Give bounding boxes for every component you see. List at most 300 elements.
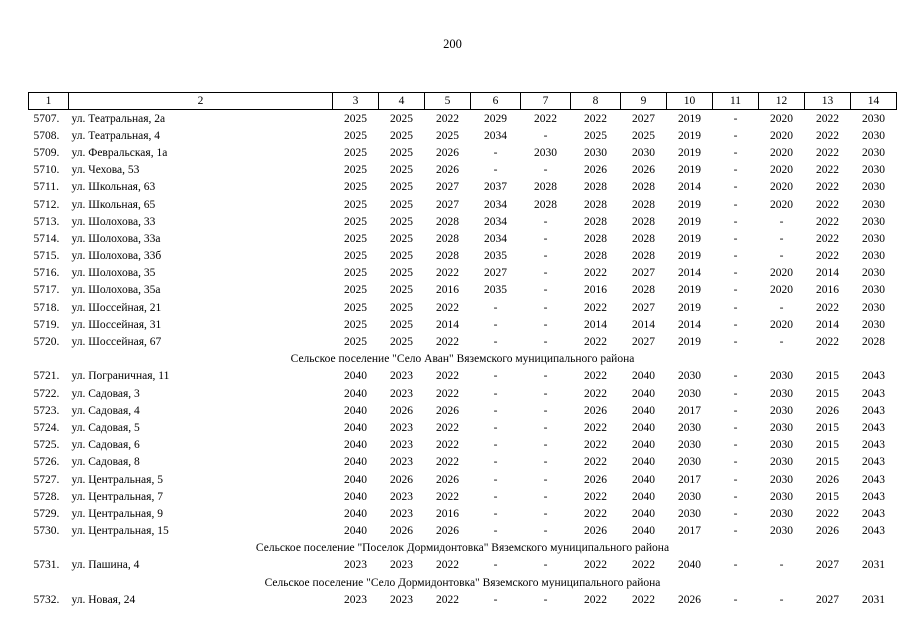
row-value: 2022 (584, 593, 607, 606)
row-value: - (733, 112, 738, 125)
row-address: ул. Шолохова, 33 (71, 215, 156, 228)
row-value: - (493, 301, 498, 314)
row-value: 2022 (584, 387, 607, 400)
row-value: 2022 (816, 181, 839, 194)
row-value: 2030 (770, 507, 793, 520)
row-value: - (543, 301, 548, 314)
row-value: 2028 (436, 232, 459, 245)
row-value: 2022 (436, 439, 459, 452)
row-value: - (543, 215, 548, 228)
row-value: 2019 (678, 129, 701, 142)
row-value: 2028 (584, 198, 607, 211)
row-number: 5725. (33, 439, 60, 452)
row-value: 2028 (632, 181, 655, 194)
row-value: 2023 (390, 490, 413, 503)
row-value: 2022 (632, 593, 655, 606)
row-value: - (543, 250, 548, 263)
row-value: 2022 (436, 387, 459, 400)
table-row (29, 144, 897, 161)
row-value: 2025 (390, 336, 413, 349)
row-value: 2014 (678, 181, 701, 194)
row-value: 2022 (436, 301, 459, 314)
row-value: 2022 (584, 421, 607, 434)
row-value: 2030 (862, 215, 885, 228)
row-value: 2030 (770, 421, 793, 434)
row-value: 2030 (770, 525, 793, 538)
row-value: - (493, 164, 498, 177)
row-value: - (543, 456, 548, 469)
row-value: 2023 (390, 593, 413, 606)
column-header: 6 (471, 93, 521, 110)
row-value: 2025 (584, 129, 607, 142)
row-address: ул. Пашина, 4 (71, 559, 140, 572)
row-value: 2031 (862, 593, 885, 606)
row-value: 2040 (344, 439, 367, 452)
row-value: 2022 (816, 112, 839, 125)
table-row (29, 471, 897, 488)
row-value: - (493, 421, 498, 434)
row-value: - (493, 473, 498, 486)
row-value: 2023 (390, 421, 413, 434)
row-value: 2025 (390, 198, 413, 211)
row-value: 2027 (816, 559, 839, 572)
row-value: 2028 (436, 215, 459, 228)
row-number: 5731. (33, 559, 60, 572)
row-value: - (733, 181, 738, 194)
row-value: 2025 (390, 232, 413, 245)
row-value: - (493, 439, 498, 452)
row-value: 2015 (816, 370, 839, 383)
row-value: 2014 (678, 267, 701, 280)
row-value: 2028 (584, 181, 607, 194)
row-value: - (543, 284, 548, 297)
row-value: 2030 (632, 146, 655, 159)
row-address: ул. Пограничная, 11 (71, 370, 170, 383)
row-value: 2040 (632, 439, 655, 452)
row-value: 2025 (344, 284, 367, 297)
row-value: 2025 (344, 146, 367, 159)
row-value: 2014 (436, 318, 459, 331)
row-value: 2040 (344, 404, 367, 417)
row-value: - (543, 129, 548, 142)
row-value: 2023 (390, 387, 413, 400)
row-value: - (733, 593, 738, 606)
row-value: 2025 (390, 146, 413, 159)
row-number: 5716. (33, 267, 60, 280)
table-row (29, 333, 897, 350)
row-value: 2040 (344, 507, 367, 520)
row-value: 2043 (862, 421, 885, 434)
row-address: ул. Центральная, 15 (71, 525, 169, 538)
row-value: - (543, 490, 548, 503)
row-value: 2026 (584, 473, 607, 486)
row-value: 2025 (344, 112, 367, 125)
row-value: 2027 (484, 267, 507, 280)
row-value: 2030 (862, 164, 885, 177)
row-value: - (733, 336, 738, 349)
row-value: 2022 (534, 112, 557, 125)
row-value: - (733, 198, 738, 211)
row-value: - (733, 250, 738, 263)
row-value: 2020 (770, 112, 793, 125)
row-number: 5719. (33, 318, 60, 331)
row-value: 2030 (862, 198, 885, 211)
row-value: 2019 (678, 336, 701, 349)
row-value: 2025 (632, 129, 655, 142)
row-value: 2028 (436, 250, 459, 263)
column-header: 10 (667, 93, 713, 110)
row-number: 5715. (33, 250, 60, 263)
table-row (29, 368, 897, 385)
row-value: 2043 (862, 490, 885, 503)
row-value: 2022 (816, 301, 839, 314)
row-value: 2040 (632, 473, 655, 486)
row-value: - (733, 232, 738, 245)
row-value: 2025 (390, 215, 413, 228)
column-header: 8 (571, 93, 621, 110)
row-value: - (733, 559, 738, 572)
row-value: - (733, 456, 738, 469)
row-address: ул. Шолохова, 35а (71, 284, 161, 297)
row-value: 2028 (584, 215, 607, 228)
row-value: 2043 (862, 525, 885, 538)
row-value: 2030 (770, 387, 793, 400)
row-value: 2025 (344, 336, 367, 349)
row-value: 2043 (862, 387, 885, 400)
row-value: 2019 (678, 146, 701, 159)
row-value: 2026 (390, 404, 413, 417)
row-value: - (543, 473, 548, 486)
row-value: 2016 (816, 284, 839, 297)
row-value: 2022 (584, 490, 607, 503)
row-value: - (493, 507, 498, 520)
table-row (29, 385, 897, 402)
row-value: 2022 (816, 129, 839, 142)
row-value: - (733, 164, 738, 177)
row-number: 5712. (33, 198, 60, 211)
table-row (29, 488, 897, 505)
row-address: ул. Садовая, 8 (71, 456, 140, 469)
column-header: 7 (521, 93, 571, 110)
row-value: 2022 (816, 146, 839, 159)
row-value: 2019 (678, 284, 701, 297)
row-value: 2030 (770, 473, 793, 486)
column-header: 3 (333, 93, 379, 110)
row-value: - (733, 490, 738, 503)
row-number: 5717. (33, 284, 60, 297)
section-heading-row (29, 540, 897, 557)
row-value: - (543, 525, 548, 538)
table-header (29, 93, 897, 110)
row-value: 2023 (390, 439, 413, 452)
row-value: - (493, 404, 498, 417)
row-value: 2015 (816, 456, 839, 469)
column-header: 5 (425, 93, 471, 110)
row-value: 2030 (862, 181, 885, 194)
row-value: 2030 (584, 146, 607, 159)
row-value: - (733, 267, 738, 280)
row-value: - (493, 318, 498, 331)
row-value: 2040 (344, 456, 367, 469)
row-value: 2019 (678, 198, 701, 211)
row-value: 2026 (632, 164, 655, 177)
row-value: 2014 (632, 318, 655, 331)
row-value: 2030 (862, 146, 885, 159)
row-value: - (779, 336, 784, 349)
row-address: ул. Шоссейная, 21 (71, 301, 162, 314)
table-row (29, 162, 897, 179)
row-number: 5730. (33, 525, 60, 538)
section-heading: Сельское поселение "Село Дормидонтовка" Вяземского муниципального района (264, 576, 661, 589)
row-value: 2019 (678, 250, 701, 263)
row-address: ул. Школьная, 63 (71, 181, 156, 194)
row-value: 2035 (484, 250, 507, 263)
row-value: 2040 (632, 525, 655, 538)
table-row (29, 127, 897, 144)
row-value: 2030 (678, 456, 701, 469)
row-value: 2026 (436, 404, 459, 417)
row-value: 2040 (632, 387, 655, 400)
row-number: 5726. (33, 456, 60, 469)
row-value: 2025 (390, 267, 413, 280)
row-value: 2043 (862, 507, 885, 520)
row-number: 5732. (33, 593, 60, 606)
row-value: - (779, 250, 784, 263)
row-number: 5713. (33, 215, 60, 228)
row-value: 2022 (816, 164, 839, 177)
row-value: - (733, 439, 738, 452)
row-value: 2025 (344, 181, 367, 194)
column-header: 14 (851, 93, 897, 110)
row-value: - (733, 129, 738, 142)
row-value: - (733, 525, 738, 538)
row-number: 5723. (33, 404, 60, 417)
row-value: 2043 (862, 439, 885, 452)
row-value: 2030 (770, 490, 793, 503)
row-number: 5711. (33, 181, 59, 194)
row-value: - (733, 507, 738, 520)
row-value: 2022 (584, 336, 607, 349)
row-value: 2017 (678, 525, 701, 538)
row-value: 2026 (436, 146, 459, 159)
row-value: 2030 (770, 439, 793, 452)
row-value: 2025 (344, 318, 367, 331)
row-value: 2025 (344, 164, 367, 177)
row-value: 2030 (678, 387, 701, 400)
row-value: 2023 (390, 507, 413, 520)
row-value: 2040 (632, 456, 655, 469)
row-value: 2022 (584, 370, 607, 383)
row-value: - (493, 370, 498, 383)
row-value: 2030 (862, 112, 885, 125)
row-value: 2025 (390, 301, 413, 314)
row-value: 2022 (436, 456, 459, 469)
row-value: - (493, 490, 498, 503)
row-value: 2022 (436, 336, 459, 349)
row-value: 2025 (344, 215, 367, 228)
row-value: - (493, 387, 498, 400)
row-value: 2025 (390, 112, 413, 125)
row-address: ул. Центральная, 7 (71, 490, 163, 503)
row-value: 2022 (632, 559, 655, 572)
row-value: 2023 (344, 559, 367, 572)
row-number: 5720. (33, 336, 60, 349)
row-value: 2023 (390, 456, 413, 469)
column-header: 1 (29, 93, 69, 110)
row-value: 2026 (816, 473, 839, 486)
row-value: 2022 (584, 456, 607, 469)
row-value: 2034 (484, 215, 507, 228)
row-value: 2022 (436, 267, 459, 280)
column-header: 11 (713, 93, 759, 110)
row-value: 2025 (390, 318, 413, 331)
row-value: 2035 (484, 284, 507, 297)
row-value: 2026 (390, 525, 413, 538)
row-number: 5710. (33, 164, 60, 177)
row-value: 2014 (816, 318, 839, 331)
row-number: 5721. (33, 370, 60, 383)
row-value: 2015 (816, 439, 839, 452)
row-value: - (779, 559, 784, 572)
row-value: - (733, 301, 738, 314)
row-number: 5708. (33, 129, 60, 142)
row-value: 2020 (770, 181, 793, 194)
row-value: - (779, 215, 784, 228)
row-value: 2022 (436, 593, 459, 606)
row-value: 2027 (632, 112, 655, 125)
row-value: 2022 (584, 301, 607, 314)
row-value: - (543, 559, 548, 572)
table-row (29, 419, 897, 436)
row-value: 2031 (862, 559, 885, 572)
row-value: 2030 (678, 421, 701, 434)
table-row (29, 248, 897, 265)
row-value: 2025 (436, 129, 459, 142)
table-row (29, 454, 897, 471)
row-value: 2026 (436, 164, 459, 177)
table-row (29, 230, 897, 247)
row-value: 2027 (632, 336, 655, 349)
row-number: 5714. (33, 232, 60, 245)
row-value: 2017 (678, 404, 701, 417)
row-value: 2022 (436, 112, 459, 125)
row-value: - (779, 301, 784, 314)
row-value: 2022 (816, 336, 839, 349)
row-value: 2016 (436, 507, 459, 520)
row-value: 2019 (678, 232, 701, 245)
row-value: 2026 (816, 525, 839, 538)
row-value: 2040 (344, 525, 367, 538)
row-value: 2030 (770, 370, 793, 383)
row-value: 2015 (816, 421, 839, 434)
row-address: ул. Центральная, 9 (71, 507, 163, 520)
row-value: 2022 (816, 232, 839, 245)
row-value: 2025 (344, 129, 367, 142)
row-value: 2026 (436, 473, 459, 486)
row-number: 5709. (33, 146, 60, 159)
row-value: 2016 (584, 284, 607, 297)
row-value: 2034 (484, 129, 507, 142)
row-value: 2022 (436, 559, 459, 572)
row-value: 2020 (770, 267, 793, 280)
row-number: 5718. (33, 301, 60, 314)
row-value: 2019 (678, 112, 701, 125)
row-value: 2025 (344, 250, 367, 263)
row-value: 2030 (678, 490, 701, 503)
row-value: 2014 (584, 318, 607, 331)
row-value: 2043 (862, 473, 885, 486)
row-value: 2030 (678, 439, 701, 452)
page-number: 200 (443, 37, 462, 51)
row-value: - (543, 232, 548, 245)
row-value: 2026 (678, 593, 701, 606)
row-value: 2025 (344, 267, 367, 280)
row-number: 5727. (33, 473, 60, 486)
table-row (29, 557, 897, 574)
row-value: 2028 (584, 232, 607, 245)
row-value: 2020 (770, 284, 793, 297)
row-value: 2030 (862, 284, 885, 297)
row-value: 2023 (344, 593, 367, 606)
table-row (29, 523, 897, 540)
row-value: 2028 (862, 336, 885, 349)
row-address: ул. Садовая, 5 (71, 421, 140, 434)
row-value: 2027 (632, 267, 655, 280)
row-value: - (543, 421, 548, 434)
row-value: 2025 (390, 164, 413, 177)
row-value: 2043 (862, 404, 885, 417)
row-value: 2020 (770, 198, 793, 211)
row-value: 2028 (632, 198, 655, 211)
column-header: 2 (69, 93, 333, 110)
row-value: 2040 (344, 370, 367, 383)
row-value: 2020 (770, 164, 793, 177)
row-value: 2022 (584, 507, 607, 520)
row-value: - (543, 593, 548, 606)
row-value: - (733, 284, 738, 297)
row-value: 2030 (678, 370, 701, 383)
row-value: - (543, 336, 548, 349)
row-value: 2027 (632, 301, 655, 314)
row-value: 2015 (816, 490, 839, 503)
row-value: - (733, 387, 738, 400)
row-value: - (493, 559, 498, 572)
row-value: 2040 (632, 404, 655, 417)
row-value: 2020 (770, 129, 793, 142)
table-row (29, 196, 897, 213)
row-value: 2028 (584, 250, 607, 263)
row-value: 2016 (436, 284, 459, 297)
row-value: 2025 (390, 181, 413, 194)
row-value: 2026 (584, 404, 607, 417)
row-value: 2043 (862, 456, 885, 469)
row-value: 2022 (584, 439, 607, 452)
table-row (29, 299, 897, 316)
row-number: 5729. (33, 507, 60, 520)
row-value: 2025 (390, 129, 413, 142)
row-address: ул. Новая, 24 (71, 593, 136, 606)
row-value: 2022 (436, 421, 459, 434)
row-value: 2040 (344, 473, 367, 486)
table-row (29, 437, 897, 454)
row-value: 2027 (436, 181, 459, 194)
row-value: 2017 (678, 473, 701, 486)
column-header: 9 (621, 93, 667, 110)
row-value: 2022 (816, 507, 839, 520)
section-heading: Сельское поселение "Село Аван" Вяземского муниципального района (290, 353, 635, 366)
row-address: ул. Центральная, 5 (71, 473, 163, 486)
row-value: 2030 (862, 129, 885, 142)
